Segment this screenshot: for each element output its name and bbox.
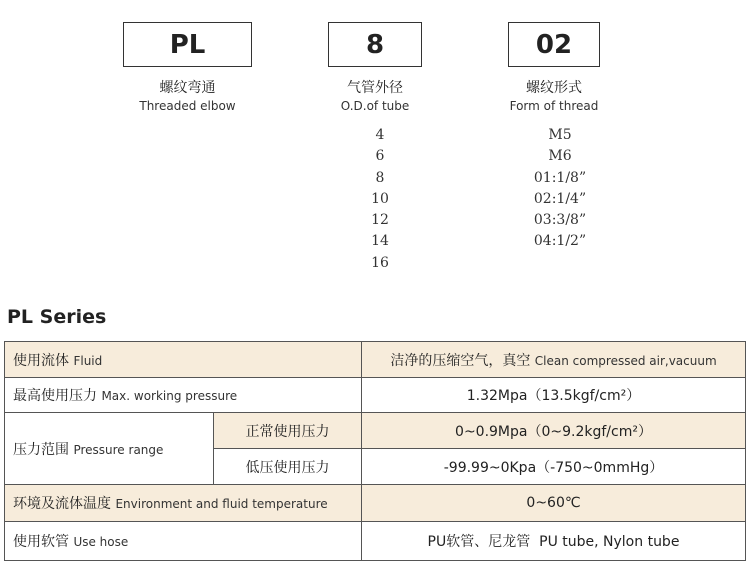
thread-form-list <box>515 125 605 253</box>
list-item: 04:1/2” <box>533 233 587 250</box>
caption-thread-en: Form of thread <box>509 99 599 113</box>
caption-od-en: O.D.of tube <box>340 99 410 113</box>
caption-type-en: Threaded elbow <box>139 99 236 113</box>
code-od-value: 8 <box>365 29 385 60</box>
list-item: 8 <box>375 169 385 186</box>
temperature-value: 0~60℃ <box>362 485 746 522</box>
table-row <box>5 413 746 449</box>
code-box-type <box>123 22 252 67</box>
list-item: M6 <box>548 148 572 165</box>
code-box-thread <box>508 22 600 67</box>
list-item: 14 <box>371 233 389 250</box>
list-item: 03:3/8” <box>533 212 587 229</box>
temperature-label: 环境及流体温度 Environment and fluid temperature <box>5 485 362 522</box>
list-item: 10 <box>371 190 389 207</box>
pressure-range-label: 压力范围 Pressure range <box>5 413 214 485</box>
fluid-label: 使用流体 Fluid <box>5 342 362 378</box>
hose-value: PU软管、尼龙管 PU tube, Nylon tube <box>362 522 746 561</box>
code-box-od <box>328 22 422 67</box>
max-pressure-value: 1.32Mpa（13.5kgf/cm²） <box>362 378 746 413</box>
spec-table <box>4 341 746 561</box>
series-title: PL Series <box>7 306 107 328</box>
hose-label: 使用软管 Use hose <box>5 522 362 561</box>
max-pressure-label: 最高使用压力 Max. working pressure <box>5 378 362 413</box>
caption-thread-cn: 螺纹形式 <box>526 80 582 96</box>
list-item: M5 <box>548 127 572 143</box>
code-thread-value: 02 <box>535 29 573 60</box>
table-row <box>5 485 746 522</box>
list-item: 4 <box>375 127 385 143</box>
low-pressure-label: 低压使用压力 <box>214 449 362 485</box>
table-row <box>5 522 746 561</box>
list-item: 16 <box>371 254 389 271</box>
normal-pressure-label: 正常使用压力 <box>214 413 362 449</box>
caption-od-cn: 气管外径 <box>347 80 403 96</box>
low-pressure-value: -99.99~0Kpa（-750~0mmHg） <box>362 449 746 485</box>
table-row <box>5 378 746 413</box>
list-item: 6 <box>375 148 385 165</box>
list-item: 02:1/4” <box>533 190 587 207</box>
table-row <box>5 342 746 378</box>
list-item: 12 <box>371 212 389 229</box>
fluid-value: 洁净的压缩空气，真空 Clean compressed air,vacuum <box>362 342 746 378</box>
caption-type-cn: 螺纹弯通 <box>159 80 216 96</box>
tube-size-list <box>345 125 415 274</box>
list-item: 01:1/8” <box>533 169 587 186</box>
code-type-value: PL <box>169 29 206 60</box>
normal-pressure-value: 0~0.9Mpa（0~9.2kgf/cm²） <box>362 413 746 449</box>
